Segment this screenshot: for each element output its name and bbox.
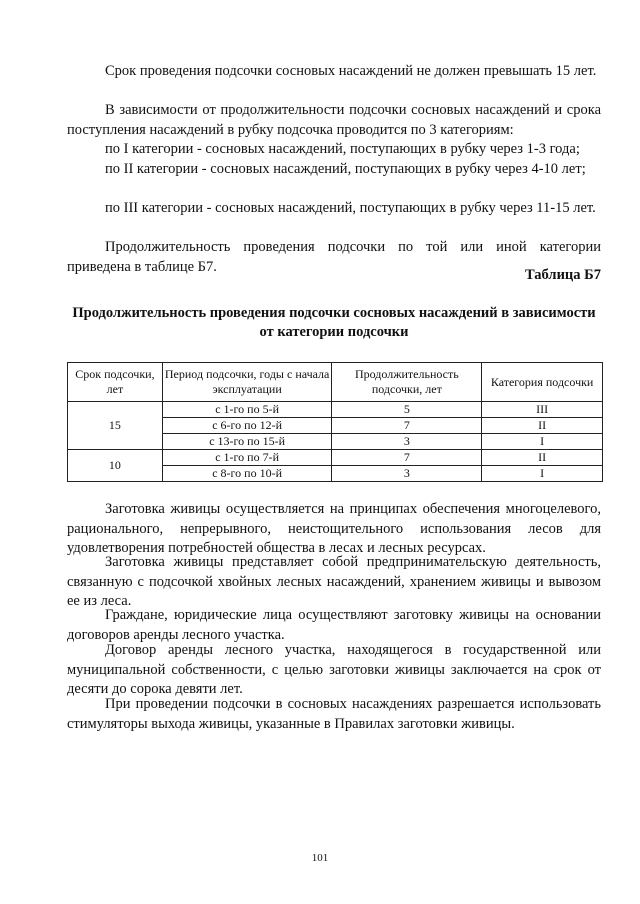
paragraph-resin-activity: Заготовка живицы представляет собой предпринимательскую деятельность, связанную с подсочкой хвойных лесных насаждений, хранением живицы и вывозом ее из леса. (67, 554, 601, 609)
header-category: Категория подсочки (482, 363, 603, 402)
cell-duration: 7 (332, 450, 482, 466)
paragraph-term-limit: Срок проведения подсочки сосновых насаждений не должен превышать 15 лет. (105, 63, 597, 79)
page-number: 101 (311, 852, 329, 864)
header-period: Период подсочки, годы с начала эксплуатации (162, 363, 332, 402)
table-row (68, 402, 603, 418)
paragraph-category-3: по III категории - сосновых насаждений, поступающих в рубку через 11-15 лет. (105, 200, 596, 216)
paragraph-categories-intro: В зависимости от продолжительности подсочки сосновых насаждений и срока поступления насаждений в рубку подсочка проводится по 3 категориям: (67, 102, 601, 138)
table-row (68, 450, 603, 466)
cell-period: с 13-го по 15-й (162, 434, 332, 450)
paragraph-table-reference: Продолжительность проведения подсочки по той или иной категории приведена в таблице Б7. (67, 239, 601, 275)
header-term: Срок подсочки, лет (68, 363, 163, 402)
table-caption: Таблица Б7 (524, 267, 601, 283)
cell-category: I (482, 434, 603, 450)
paragraph-lease-term: Договор аренды лесного участка, находящегося в государственной или муниципальной собственности, с целью заготовки живицы заключается на срок от десяти до сорока девяти лет. (67, 642, 601, 697)
cell-period: с 6-го по 12-й (162, 418, 332, 434)
cell-term: 15 (68, 402, 163, 450)
cell-duration: 5 (332, 402, 482, 418)
paragraph-category-2: по II категории - сосновых насаждений, поступающих в рубку через 4-10 лет; (105, 161, 586, 177)
paragraph-category-1: по I категории - сосновых насаждений, поступающих в рубку через 1-3 года; (105, 141, 580, 157)
cell-term: 10 (68, 450, 163, 482)
cell-category: III (482, 402, 603, 418)
header-duration: Продолжительность подсочки, лет (332, 363, 482, 402)
cell-category: II (482, 418, 603, 434)
paragraph-resin-lease: Граждане, юридические лица осуществляют заготовку живицы на основании договоров аренды лесного участка. (67, 607, 601, 643)
table-header-row (68, 363, 603, 402)
paragraph-resin-principles: Заготовка живицы осуществляется на принципах обеспечения многоцелевого, рационального, непрерывного, неистощительного использования лесов для удовлетворения потребностей общества в лесах и лесных ресурсах. (67, 501, 601, 556)
cell-period: с 8-го по 10-й (162, 466, 332, 482)
table-title: Продолжительность проведения подсочки сосновых насаждений в зависимости от категории подсочки (72, 305, 596, 340)
cell-duration: 3 (332, 466, 482, 482)
cell-period: с 1-го по 7-й (162, 450, 332, 466)
cell-duration: 3 (332, 434, 482, 450)
cell-period: с 1-го по 5-й (162, 402, 332, 418)
tapping-duration-table (67, 362, 603, 482)
cell-category: II (482, 450, 603, 466)
paragraph-stimulators: При проведении подсочки в сосновых насаждениях разрешается использовать стимуляторы выхода живицы, указанные в Правилах заготовки живицы. (67, 696, 601, 732)
cell-duration: 7 (332, 418, 482, 434)
cell-category: I (482, 466, 603, 482)
